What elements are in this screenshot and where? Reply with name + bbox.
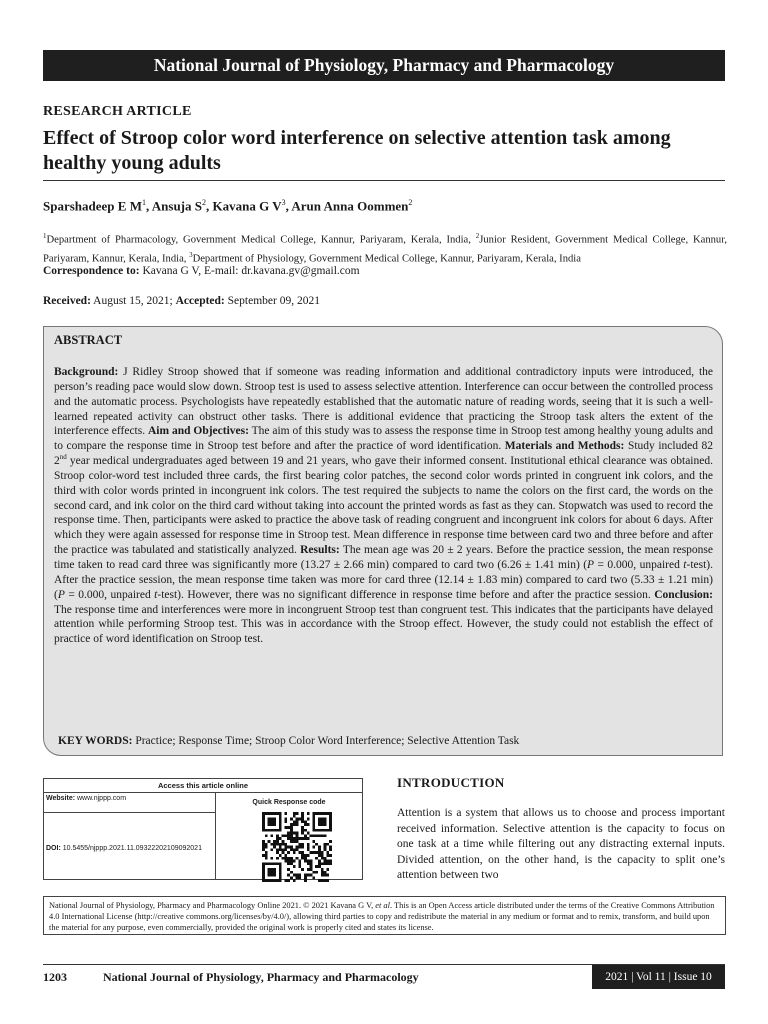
footer-journal-name: National Journal of Physiology, Pharmacy and Pharmacology — [103, 970, 419, 984]
issue-badge — [592, 965, 725, 989]
keywords-text: Practice; Response Time; Stroop Color Word Interference; Selective Attention Task — [135, 735, 520, 747]
qr-code-image[interactable] — [262, 812, 332, 882]
website-row — [46, 795, 126, 802]
license-notice: National Journal of Physiology, Pharmacy and Pharmacology Online 2021. © 2021 Kavana G V, et al. This is an Open Access article distributed under the terms of the Creative Commons Attribution 4.0 International License (http://creative commons.org/licenses/by/4.0/), allowing third parties to copy and redistribute the material in any medium or format and to remix, transform, and build upon the material for any purpose, even commercially, provided the original work is properly cited and states its license. — [43, 896, 726, 935]
doi-label: DOI: — [46, 845, 61, 852]
abstract-methods-label: Materials and Methods: — [504, 440, 625, 453]
keywords — [58, 735, 519, 747]
author-name: Sparshadeep E M — [43, 198, 142, 214]
received-date: August 15, 2021; — [93, 295, 173, 307]
access-box-row-divider — [44, 812, 215, 813]
received-label: Received: — [43, 295, 91, 307]
author-affiliation-number: 3 — [281, 198, 286, 207]
affiliation-item: Department of Physiology, Government Medical College, Kannur, Pariyaram, Kerala, India — [192, 253, 581, 265]
website-label: Website: — [46, 795, 76, 802]
article-title: Effect of Stroop color word interference on selective attention task among healthy young adults — [43, 127, 671, 174]
abstract-heading: ABSTRACT — [54, 333, 123, 347]
page-number: 1203 — [43, 970, 67, 984]
abstract-background-text: J Ridley Stroop showed that if someone was reading information and additional contradictory inputs were introduced, the person’s reading pace would slow down. Stroop test is used to assess selective attention. Interference can occur between the controlled process and the automatic process. Psychologists have repeatedly established that the automatic nature of reading words, seeing that it is such a well-learned repeated activity can obstruct other tasks. There is additional evidence that practicing the Stroop task alters the extent of the interference effects. — [54, 366, 714, 438]
website-link[interactable]: www.njppp.com — [77, 795, 127, 802]
affiliation-item: Department of Pharmacology, Government Medical College, Kannur, Pariyaram, Kerala, India, — [46, 234, 476, 246]
issue-text: 2021 | Vol 11 | Issue 10 — [605, 971, 712, 983]
keywords-label: KEY WORDS: — [58, 735, 133, 747]
article-type: RESEARCH ARTICLE — [43, 104, 192, 119]
author-name: Ansuja S — [151, 198, 202, 214]
author-list: Sparshadeep E $M^1$, Ansuja $S^2$, Kavana G $V^3$, Arun Anna Oommen$^2$ — [43, 198, 413, 214]
correspondence-text: Kavana G V, E-mail: dr.kavana.gv@gmail.com — [142, 265, 360, 277]
author-name: Arun Anna Oommen — [291, 198, 409, 214]
abstract-body: Background: J Ridley Stroop showed that if someone was reading information and additional contradictory inputs were introduced, the person’s reading pace would slow down. Stroop test is used to assess selective attention. Interference can occur between the controlled process and the automatic process. Psychologists have repeatedly established that the automatic nature of reading words, seeing that it is such a well-learned repeated activity can obstruct other tasks. There is additional evidence that practicing the Stroop task alters the extent of the interference effects. Aim and Objectives: The aim of this study was to assess the response time in Stroop test among healthy young adults and to compare the response time in Stroop test before and after the practice of word identification. Materials and Methods: Study included 82 2nd year medical undergraduates aged between 19 and 21 years, who gave their informed consent. Institutional ethical clearance was obtained. Stroop color-word test included three cards, the first bearing color patches, the second color words printed in congruent ink colors, and the third with color words printed in incongruent ink colors. The test required the subjects to name the colors on the first card, the words on the second card, and ink color on the third card without taking into account the printed words as fast as they can. Stopwatch was used to record the response time. Then, participants were asked to practice the above task of reading congruent and incongruent ink colors for about 6 days. After which they were again assessed for response time in Stroop test. Mean difference in response time between card two and three before and after the practice was tabulated and statistically analyzed. Results: The mean age was 20 ± 2 years. Before the practice session, the mean response time taken to read card three was significantly more (13.27 ± 2.66 min) compared to card two (6.26 ± 1.41 min) (P = 0.000, unpaired t-test). After the practice session, the mean response time taken was more for card three (12.14 ± 1.83 min) compared to card two (5.33 ± 1.21 min) (P = 0.000, unpaired t-test). However, there was no significant difference in response time before and after the practice session. Conclusion: The response time and interferences were more in incongruent Stroop test than congruent test. This indicates that the participants have delayed attention while performing Stroop test. This was in accordance with the Stroop effect. However, the study could not establish the effect of practice of word identification on Stroop test. — [54, 366, 714, 646]
author-affiliation-number: 2 — [408, 198, 413, 207]
introduction-heading: INTRODUCTION — [397, 775, 505, 790]
access-box-header: Access this article online — [44, 779, 362, 793]
correspondence — [43, 265, 360, 277]
journal-name: National Journal of Physiology, Pharmacy and Pharmacology — [153, 55, 615, 75]
author-affiliation-number: 1 — [141, 198, 146, 207]
article-dates — [43, 295, 320, 307]
introduction-text: Attention is a system that allows us to choose and process important received information. Selective attention is the capacity to focus on one task at a time while filtering out any distracting external inputs. Divided attention, on the other hand, is the capacity to split one’s attention between two — [397, 807, 725, 881]
abstract-results-label: Results: — [300, 544, 340, 557]
accepted-date: September 09, 2021 — [227, 295, 320, 307]
abstract-background-label: Background: — [54, 366, 119, 378]
correspondence-label: Correspondence to: — [43, 265, 140, 277]
journal-banner — [43, 50, 725, 81]
doi-link[interactable]: 10.5455/njppp.2021.11.09322202109092021 — [62, 845, 202, 852]
author-affiliation-number: 2 — [201, 198, 206, 207]
abstract-methods-text: year medical undergraduates aged between 19 and 21 years, who gave their informed consent. Institutional ethical clearance was obtained. Stroop color-word test included three cards, the first bearing color patches, the second color words printed in congruent ink colors, and the third with color words printed in incongruent ink colors. The test required the subjects to name the colors on the first card, the words on the second card, and ink color on the third card without taking into account the printed words as fast as they can. Stopwatch was used to record the response time. Then, participants were asked to practice the above task of reading congruent and incongruent ink colors for about 6 days. After which they were again assessed for response time in Stroop test. Mean difference in response time between card two and three before and after the practice was tabulated and statistically analyzed. — [54, 455, 713, 557]
author-name: Kavana G V — [212, 198, 282, 214]
doi-row — [46, 845, 202, 852]
abstract-conclusion-label: Conclusion: — [654, 588, 714, 601]
accepted-label: Accepted: — [175, 295, 225, 307]
title-divider — [43, 180, 725, 181]
affiliation-item: Junior Resident, Government Medical College, Kannur, Pariyaram, Kannur, Kerala, India, — [43, 234, 727, 265]
abstract-results-text: The mean age was 20 ± 2 years. Before the practice session, the mean response time taken to read card three was significantly more (13.27 ± 2.66 min) compared to card two (6.26 ± 1.41 min) ( — [54, 544, 714, 571]
abstract-aims-text: The aim of this study was to assess the response time in Stroop test among healthy young adults and to compare the response time in Stroop test before and after the practice of word identification. — [54, 425, 713, 453]
access-article-box — [43, 778, 363, 880]
abstract-aims-label: Aim and Objectives: — [147, 425, 249, 438]
qr-code-label: Quick Response code — [252, 799, 326, 806]
abstract-conclusion-text: The response time and interferences were more in incongruent Stroop test than congruent test. This indicates that the participants have delayed attention while performing Stroop test. This was in accordance with the Stroop effect. However, the study could not establish the effect of practice of word identification on Stroop test. — [54, 603, 713, 646]
affiliations: $^1$Department of Pharmacology, Government Medical College, Kannur, Pariyaram, Kerala, India, $^2$Junior Resident, Government Medical College, Kannur, Pariyaram, Kannur, Kerala, India, $^3$Department of Physiology, Government Medical College, Kannur, Pariyaram, Kerala, India — [43, 232, 727, 265]
